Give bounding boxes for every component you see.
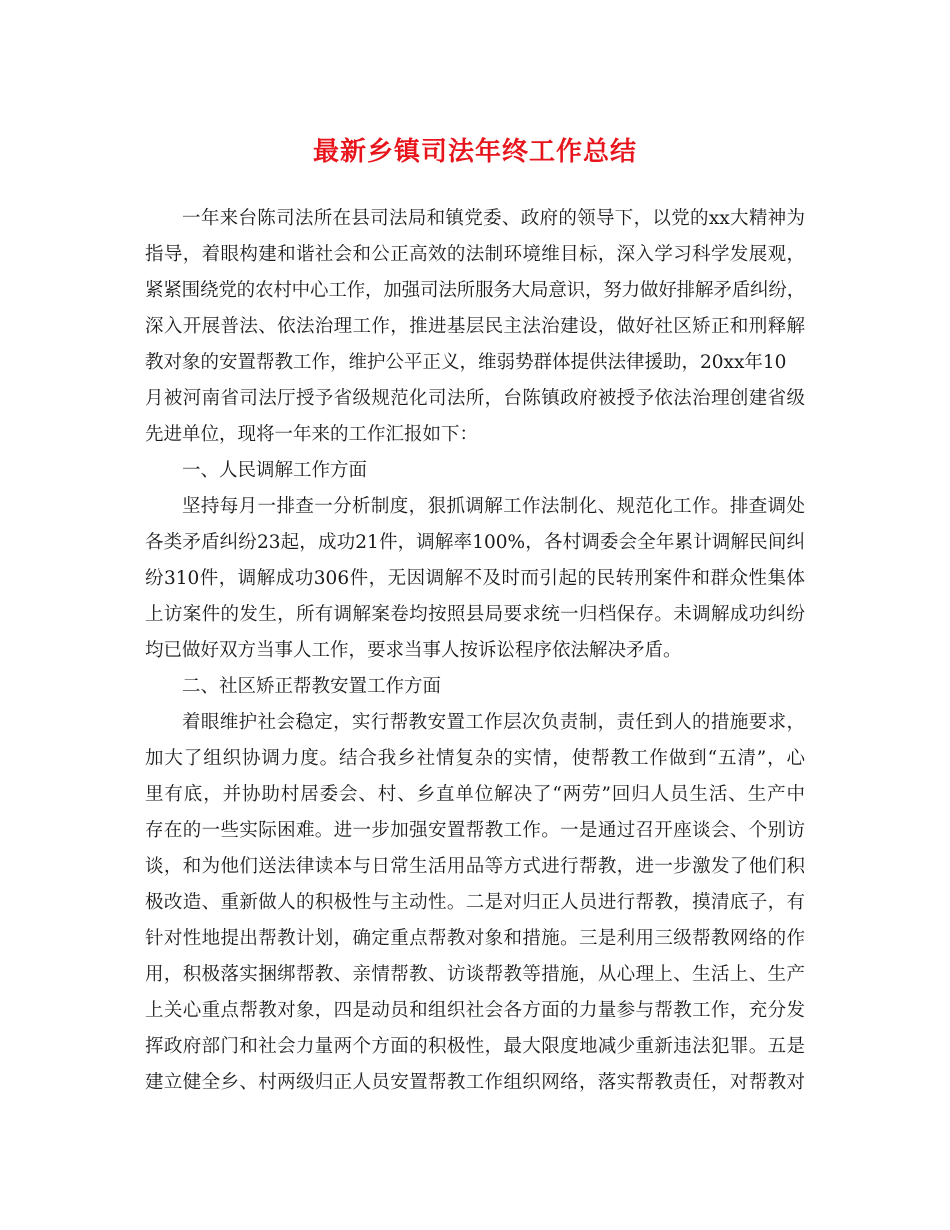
section-heading: 二、社区矫正帮教安置工作方面 — [182, 676, 442, 697]
paragraph-line: 月被河南省司法厅授予省级规范化司法所，台陈镇政府被授予依法治理创建省级 — [145, 388, 805, 409]
paragraph-line: 紧紧围绕党的农村中心工作，加强司法所服务大局意识，努力做好排解矛盾纠纷， — [145, 280, 805, 301]
paragraph-line: 均已做好双方当事人工作，要求当事人按诉讼程序依法解决矛盾。 — [145, 640, 682, 661]
paragraph-line: 针对性地提出帮教计划，确定重点帮教对象和措施。三是利用三级帮教网络的作 — [145, 928, 805, 949]
paragraph-line: 上访案件的发生，所有调解案卷均按照县局要求统一归档保存。未调解成功纠纷 — [145, 604, 805, 625]
paragraph-line: 用，积极落实捆绑帮教、亲情帮教、访谈帮教等措施，从心理上、生活上、生产 — [145, 964, 805, 985]
paragraph-line: 纷310件，调解成功306件，无因调解不及时而引起的民转刑案件和群众性集体 — [145, 568, 805, 589]
paragraph-line: 各类矛盾纠纷23起，成功21件，调解率100%，各村调委会全年累计调解民间纠 — [145, 532, 805, 553]
document-title: 最新乡镇司法年终工作总结 — [312, 137, 637, 167]
section-heading: 一、人民调解工作方面 — [182, 460, 368, 481]
paragraph-line: 极改造、重新做人的积极性与主动性。二是对归正人员进行帮教，摸清底子，有 — [145, 892, 805, 913]
paragraph-line: 谈，和为他们送法律读本与日常生活用品等方式进行帮教，进一步激发了他们积 — [145, 856, 805, 877]
paragraph-line: 建立健全乡、村两级归正人员安置帮教工作组织网络，落实帮教责任，对帮教对 — [145, 1072, 805, 1093]
paragraph-line: 存在的一些实际困难。进一步加强安置帮教工作。一是通过召开座谈会、个别访 — [145, 820, 805, 841]
paragraph-line: 教对象的安置帮教工作，维护公平正义，维弱势群体提供法律援助，20xx年10 — [145, 352, 787, 373]
paragraph-line: 坚持每月一排查一分析制度，狠抓调解工作法制化、规范化工作。排查调处 — [182, 496, 805, 517]
paragraph-line: 一年来台陈司法所在县司法局和镇党委、政府的领导下，以党的xx大精神为 — [182, 208, 805, 229]
paragraph-line: 着眼维护社会稳定，实行帮教安置工作层次负责制，责任到人的措施要求， — [182, 712, 805, 733]
paragraph-line: 里有底，并协助村居委会、村、乡直单位解决了“两劳”回归人员生活、生产中 — [145, 784, 805, 805]
paragraph-line: 加大了组织协调力度。结合我乡社情复杂的实情，使帮教工作做到“五清”，心 — [145, 748, 805, 769]
paragraph-line: 指导，着眼构建和谐社会和公正高效的法制环境维目标，深入学习科学发展观， — [145, 244, 805, 265]
paragraph-line: 先进单位，现将一年来的工作汇报如下： — [145, 424, 479, 445]
paragraph-line: 挥政府部门和社会力量两个方面的积极性，最大限度地减少重新违法犯罪。五是 — [145, 1036, 805, 1057]
paragraph-line: 上关心重点帮教对象，四是动员和组织社会各方面的力量参与帮教工作，充分发 — [145, 1000, 805, 1021]
paragraph-line: 深入开展普法、依法治理工作，推进基层民主法治建设，做好社区矫正和刑释解 — [145, 316, 805, 337]
